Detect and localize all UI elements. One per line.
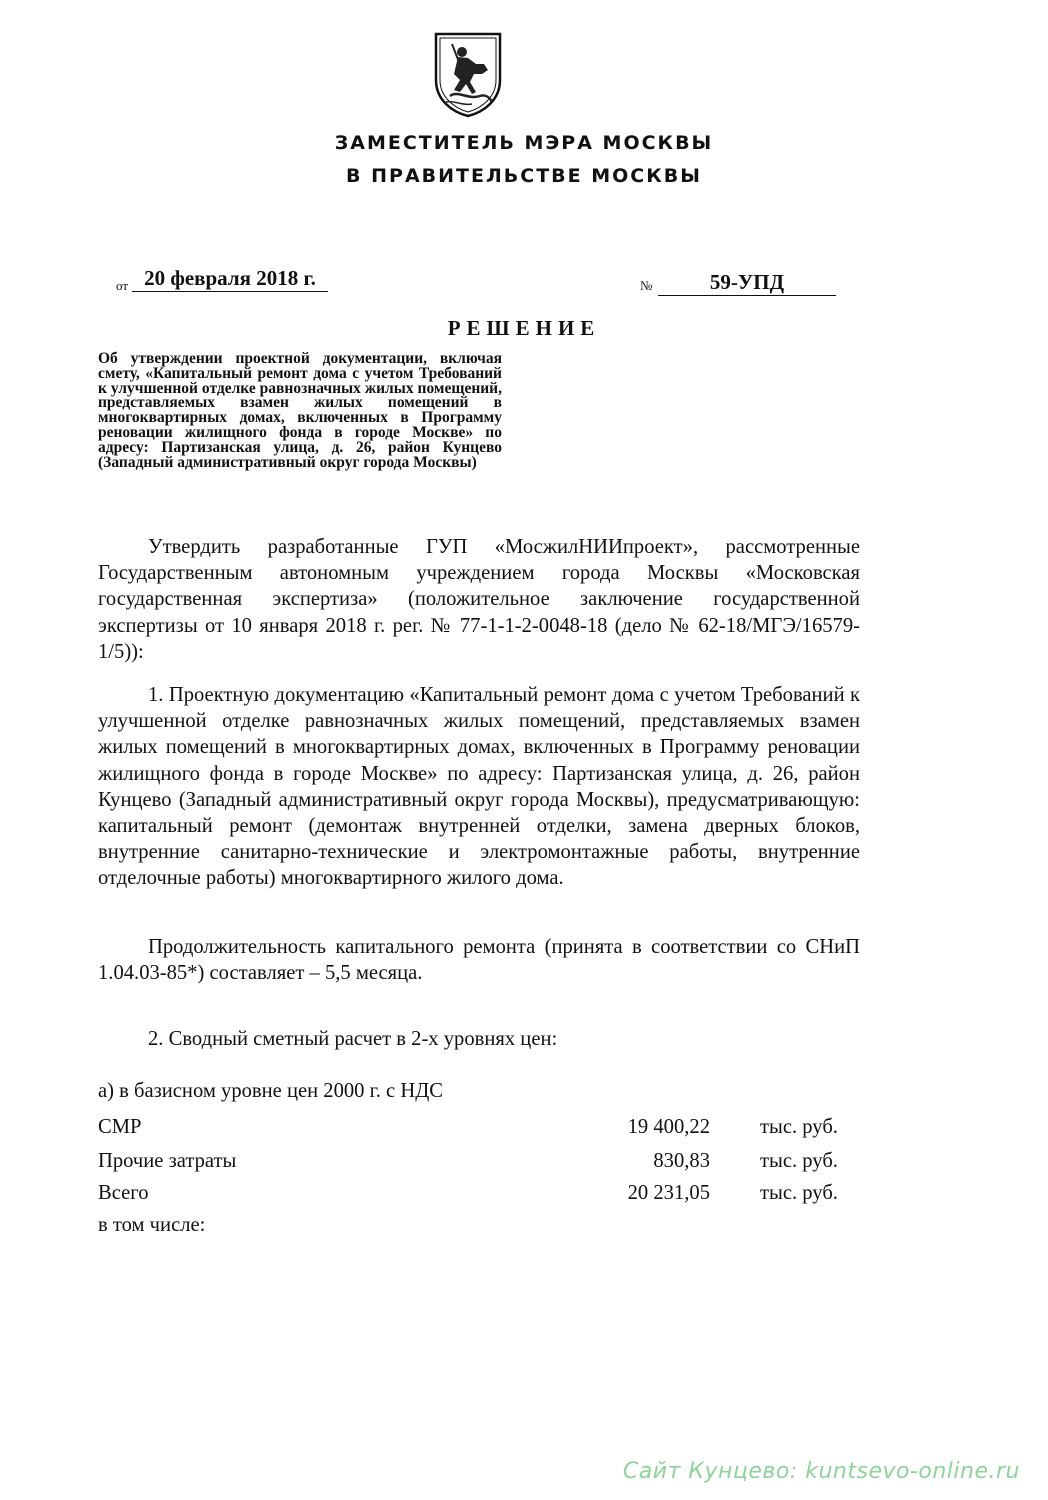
row-value: 19 400,22 (627, 1116, 710, 1138)
site-watermark: Сайт Кунцево: kuntsevo-online.ru (622, 1459, 1020, 1484)
document-title: РЕШЕНИЕ (447, 316, 601, 340)
row-label: СМР (98, 1116, 142, 1138)
document-date: 20 февраля 2018 г. (132, 266, 328, 292)
authority-line-1: ЗАМЕСТИТЕЛЬ МЭРА МОСКВЫ (334, 132, 714, 154)
row-unit: тыс. руб. (760, 1182, 838, 1204)
row-label: Прочие затраты (98, 1150, 237, 1172)
table-row (98, 1150, 860, 1182)
number-prefix: № (640, 278, 653, 293)
sub-a-label: а) в базисном уровне цен 2000 г. с НДС (98, 1080, 443, 1102)
document-number: 59-УПД (658, 270, 836, 296)
table-row (98, 1182, 860, 1214)
intro-paragraph: Утвердить разработанные ГУП «МосжилНИИпроект», рассмотренные Государственным автономным учреждением города Москвы «Московская государственная экспертиза» (положительное заключение государственной экспертизы от 10 января 2018 г. рег. № 77-1-1-2-0048-18 (дело № 62-18/МГЭ/16579-1/5)): (98, 536, 860, 663)
duration-paragraph: Продолжительность капитального ремонта (принята в соответствии со СНиП 1.04.03-85*) составляет – 5,5 месяца. (98, 936, 860, 985)
row-value: 20 231,05 (627, 1182, 710, 1204)
document-subject: Об утверждении проектной документации, включая смету, «Капитальный ремонт дома с учетом Требований к улучшенной отделке равнозначных жилых помещений, представляемых взамен жилых помещений в многоквартирных домах, включенных в Программу реновации жилищного фонда в городе Москве» по адресу: Партизанская улица, д. 26, район Кунцево (Западный административный округ города Москвы) (98, 350, 502, 471)
row-label: Всего (98, 1182, 149, 1204)
including-text: в том числе: (98, 1214, 206, 1236)
authority-line-2: В ПРАВИТЕЛЬСТВЕ МОСКВЫ (346, 165, 702, 187)
including-label (98, 1214, 860, 1246)
moscow-coat-of-arms-icon (432, 30, 504, 118)
table-row (98, 1116, 860, 1148)
date-prefix: от (116, 278, 129, 293)
row-unit: тыс. руб. (760, 1116, 838, 1138)
item-1-paragraph: 1. Проектную документацию «Капитальный ремонт дома с учетом Требований к улучшенной отделке равнозначных жилых помещений, представляемых взамен жилых помещений в многоквартирных домах, включенных в Программу реновации жилищного фонда в городе Москве» по адресу: Партизанская улица, д. 26, район Кунцево (Западный административный округ города Москвы), предусматривающую: капитальный ремонт (демонтаж внутренней отделки, замена дверных блоков, внутренние санитарно-технические и электромонтажные работы, внутренние отделочные работы) многоквартирного жилого дома. (98, 684, 860, 890)
sub-a-heading (98, 1080, 860, 1112)
row-value: 830,83 (653, 1150, 710, 1172)
row-unit: тыс. руб. (760, 1150, 838, 1172)
item-2-heading: 2. Сводный сметный расчет в 2-х уровнях цен: (148, 1028, 558, 1050)
